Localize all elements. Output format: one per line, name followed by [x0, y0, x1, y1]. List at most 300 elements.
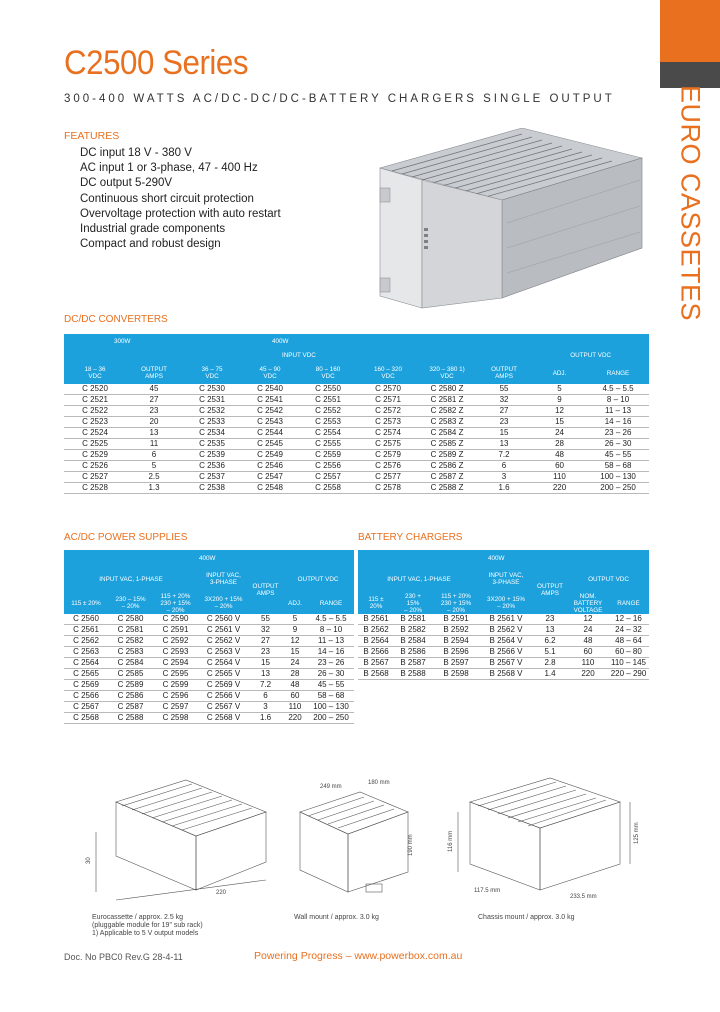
table-cell: C 2577: [358, 472, 418, 483]
table-cell: C 2520: [64, 384, 126, 395]
table-cell: C 2540: [242, 384, 298, 395]
dcdc-group-300: 300W: [64, 334, 182, 348]
table-row: [64, 636, 354, 647]
table-cell: C 2538: [182, 483, 242, 494]
dcdc-col-header: 36 – 75 VDC: [182, 362, 242, 384]
table-cell: C 2534: [182, 428, 242, 439]
table-cell: B 2594: [432, 636, 480, 647]
table-cell: B 2562 V: [480, 625, 532, 636]
table-cell: C 2566: [64, 691, 108, 702]
table-cell: C 2559: [298, 450, 358, 461]
table-cell: C 2529: [64, 450, 126, 461]
table-cell: 58 – 68: [587, 461, 649, 472]
battery-col-header: 3X200 + 15% – 20%: [480, 592, 532, 614]
table-cell: C 2560 V: [198, 614, 249, 625]
table-row: [358, 658, 649, 669]
chassis-mount-caption: Chassis mount / approx. 3.0 kg: [478, 914, 575, 921]
table-cell: C 2568 V: [198, 713, 249, 724]
table-row: [64, 450, 649, 461]
acdc-col-header: 3X200 + 15% – 20%: [198, 592, 249, 614]
table-cell: 6: [126, 450, 182, 461]
table-cell: C 2589: [108, 680, 153, 691]
battery-col-header: 115 ± 20%: [358, 592, 394, 614]
table-cell: C 2583: [108, 647, 153, 658]
table-cell: 23: [476, 417, 532, 428]
feature-item: Industrial grade components: [80, 223, 226, 236]
dcdc-output-label: OUTPUT VDC: [476, 348, 649, 362]
acdc-title: AC/DC POWER SUPPLIES: [64, 532, 188, 543]
table-cell: 27: [126, 395, 182, 406]
table-cell: 2.8: [532, 658, 568, 669]
table-cell: 23: [532, 614, 568, 625]
dcdc-col-header: ADJ.: [532, 362, 587, 384]
table-cell: C 2544: [242, 428, 298, 439]
table-cell: C 2565: [64, 669, 108, 680]
table-cell: C 2582 Z: [418, 406, 476, 417]
table-cell: C 2585 Z: [418, 439, 476, 450]
table-cell: 110: [532, 472, 587, 483]
table-cell: B 2581: [394, 614, 432, 625]
table-cell: C 2593: [153, 647, 198, 658]
table-cell: C 2597: [153, 702, 198, 713]
acdc-amps-label: OUTPUT AMPS: [249, 566, 282, 614]
table-cell: 27: [249, 636, 282, 647]
acdc-input-1ph: INPUT VAC, 1-PHASE: [64, 566, 198, 592]
table-cell: C 2563 V: [198, 647, 249, 658]
dim-wall-2: 180 mm: [368, 780, 390, 786]
table-cell: C 2567: [64, 702, 108, 713]
table-cell: 55: [476, 384, 532, 395]
battery-col-header: 115 + 20% 230 + 15% – 20%: [432, 592, 480, 614]
table-row: [64, 680, 354, 691]
table-row: [64, 669, 354, 680]
table-cell: B 2591: [432, 614, 480, 625]
table-cell: 24: [282, 658, 308, 669]
table-cell: B 2561 V: [480, 614, 532, 625]
table-cell: C 2584: [108, 658, 153, 669]
chassis-mount-drawing: [440, 772, 650, 912]
table-cell: 220: [532, 483, 587, 494]
features-title: FEATURES: [64, 130, 120, 142]
table-cell: 24: [532, 428, 587, 439]
table-cell: C 2599: [153, 680, 198, 691]
battery-col-header: 230 + 15% – 20%: [394, 592, 432, 614]
table-cell: 3: [249, 702, 282, 713]
table-cell: 100 – 130: [587, 472, 649, 483]
feature-item: DC output 5-290V: [80, 177, 173, 190]
table-cell: B 2568 V: [480, 669, 532, 680]
table-cell: C 2568: [64, 713, 108, 724]
eurocassette-drawing: [76, 772, 286, 912]
dcdc-col-header: 80 – 160 VDC: [298, 362, 358, 384]
table-cell: B 2587: [394, 658, 432, 669]
table-cell: C 2564: [64, 658, 108, 669]
table-cell: C 2552: [298, 406, 358, 417]
table-cell: 48: [282, 680, 308, 691]
table-cell: 4.5 – 5.5: [308, 614, 354, 625]
table-cell: 220: [568, 669, 608, 680]
table-cell: B 2596: [432, 647, 480, 658]
table-cell: C 2546: [242, 461, 298, 472]
feature-item: AC input 1 or 3-phase, 47 - 400 Hz: [80, 162, 258, 175]
table-cell: 24 – 32: [608, 625, 649, 636]
table-cell: B 2586: [394, 647, 432, 658]
table-cell: C 2588: [108, 713, 153, 724]
table-cell: 28: [532, 439, 587, 450]
table-cell: C 2594: [153, 658, 198, 669]
table-row: [64, 439, 649, 450]
battery-output-label: OUTPUT VDC: [568, 566, 649, 592]
battery-amps-label: OUTPUT AMPS: [532, 566, 568, 614]
feature-item: Continuous short circuit protection: [80, 192, 254, 205]
table-row: [64, 395, 649, 406]
table-cell: C 2567 V: [198, 702, 249, 713]
table-cell: C 2560: [64, 614, 108, 625]
table-cell: 9: [282, 625, 308, 636]
table-cell: C 2581: [108, 625, 153, 636]
footer-tagline[interactable]: Powering Progress – www.powerbox.com.au: [254, 950, 463, 962]
table-cell: 2.5: [126, 472, 182, 483]
table-cell: 12 – 16: [608, 614, 649, 625]
table-cell: B 2597: [432, 658, 480, 669]
table-cell: C 2587: [108, 702, 153, 713]
acdc-input-3ph: INPUT VAC, 3-PHASE: [198, 566, 249, 592]
table-cell: C 2591: [153, 625, 198, 636]
dcdc-col-header: OUTPUT AMPS: [476, 362, 532, 384]
table-cell: 32: [476, 395, 532, 406]
table-cell: C 2551: [298, 395, 358, 406]
table-cell: 200 – 250: [587, 483, 649, 494]
table-cell: 200 – 250: [308, 713, 354, 724]
table-cell: 12: [282, 636, 308, 647]
table-cell: 6: [249, 691, 282, 702]
table-row: [64, 417, 649, 428]
dcdc-title: DC/DC CONVERTERS: [64, 314, 168, 325]
table-cell: B 2592: [432, 625, 480, 636]
table-cell: B 2568: [358, 669, 394, 680]
table-row: [64, 625, 354, 636]
table-row: [64, 384, 649, 395]
table-cell: C 2556: [298, 461, 358, 472]
table-cell: 13: [249, 669, 282, 680]
table-cell: 15: [282, 647, 308, 658]
battery-col-header: RANGE: [608, 592, 649, 614]
table-cell: 13: [126, 428, 182, 439]
acdc-col-header: 115 + 20% 230 + 15% – 20%: [153, 592, 198, 614]
table-cell: B 2588: [394, 669, 432, 680]
table-row: [358, 647, 649, 658]
dcdc-col-header: 160 – 320 VDC: [358, 362, 418, 384]
table-cell: C 2547: [242, 472, 298, 483]
table-cell: 26 – 30: [308, 669, 354, 680]
table-cell: 110 – 145: [608, 658, 649, 669]
table-cell: C 2545: [242, 439, 298, 450]
table-row: [64, 472, 649, 483]
table-cell: C 2526: [64, 461, 126, 472]
table-cell: 220 – 290: [608, 669, 649, 680]
table-cell: C 2563: [64, 647, 108, 658]
table-cell: C 2582: [108, 636, 153, 647]
table-row: [64, 702, 354, 713]
table-cell: B 2561: [358, 614, 394, 625]
table-cell: C 2537: [182, 472, 242, 483]
table-cell: B 2564: [358, 636, 394, 647]
table-cell: 5: [532, 384, 587, 395]
table-cell: 48 – 64: [608, 636, 649, 647]
table-cell: C 2589 Z: [418, 450, 476, 461]
table-cell: 23: [249, 647, 282, 658]
dim-chassis-1: 116 mm: [448, 830, 454, 852]
dcdc-table: [64, 334, 649, 494]
table-cell: 15: [249, 658, 282, 669]
table-cell: C 2585: [108, 669, 153, 680]
table-cell: B 2584: [394, 636, 432, 647]
table-cell: 27: [476, 406, 532, 417]
table-cell: C 2576: [358, 461, 418, 472]
acdc-col-header: ADJ.: [282, 592, 308, 614]
product-photo: [372, 128, 652, 313]
brand-orange-block: [660, 0, 720, 62]
table-cell: 7.2: [476, 450, 532, 461]
table-cell: 7.2: [249, 680, 282, 691]
table-cell: 23: [126, 406, 182, 417]
table-cell: 1.3: [126, 483, 182, 494]
table-cell: 15: [532, 417, 587, 428]
table-cell: 11 – 13: [308, 636, 354, 647]
side-label-text: EURO CASSETES: [675, 84, 706, 322]
table-cell: C 2592: [153, 636, 198, 647]
table-cell: 48: [532, 450, 587, 461]
table-cell: 8 – 10: [587, 395, 649, 406]
table-cell: 14 – 16: [587, 417, 649, 428]
table-row: [358, 636, 649, 647]
page-title: C2500 Series: [64, 44, 249, 82]
dcdc-col-header: OUTPUT AMPS: [126, 362, 182, 384]
table-cell: 5.1: [532, 647, 568, 658]
table-cell: 1.6: [476, 483, 532, 494]
dcdc-col-header: 18 – 36 VDC: [64, 362, 126, 384]
table-row: [64, 691, 354, 702]
table-cell: 5: [126, 461, 182, 472]
table-cell: C 2533: [182, 417, 242, 428]
table-cell: 11 – 13: [587, 406, 649, 417]
table-cell: 60 – 80: [608, 647, 649, 658]
table-cell: 5: [282, 614, 308, 625]
table-cell: C 2580: [108, 614, 153, 625]
table-row: [64, 713, 354, 724]
acdc-group: 400W: [64, 550, 354, 566]
table-cell: C 2578: [358, 483, 418, 494]
table-cell: 60: [568, 647, 608, 658]
page-subtitle: 300-400 WATTS AC/DC-DC/DC-BATTERY CHARGERS SINGLE OUTPUT: [64, 93, 615, 105]
table-cell: B 2566 V: [480, 647, 532, 658]
table-cell: 6: [476, 461, 532, 472]
table-cell: B 2562: [358, 625, 394, 636]
battery-group: 400W: [358, 550, 649, 566]
table-cell: C 2561 V: [198, 625, 249, 636]
table-row: [358, 614, 649, 625]
table-cell: C 2536: [182, 461, 242, 472]
features-list: [80, 146, 281, 252]
wall-mount-drawing: [290, 772, 415, 912]
table-cell: C 2584 Z: [418, 428, 476, 439]
table-cell: C 2580 Z: [418, 384, 476, 395]
table-cell: 15: [476, 428, 532, 439]
table-cell: 60: [532, 461, 587, 472]
feature-item: DC input 18 V - 380 V: [80, 147, 192, 159]
table-cell: 100 – 130: [308, 702, 354, 713]
table-cell: 28: [282, 669, 308, 680]
table-cell: C 2586: [108, 691, 153, 702]
side-label: [660, 84, 720, 322]
table-cell: B 2567: [358, 658, 394, 669]
table-cell: 13: [532, 625, 568, 636]
table-row: [358, 669, 649, 680]
table-cell: C 2549: [242, 450, 298, 461]
table-row: [64, 658, 354, 669]
table-cell: C 2531: [182, 395, 242, 406]
table-cell: C 2569 V: [198, 680, 249, 691]
table-cell: 55: [249, 614, 282, 625]
table-cell: C 2521: [64, 395, 126, 406]
table-cell: 32: [249, 625, 282, 636]
feature-item: Compact and robust design: [80, 238, 221, 251]
table-cell: 45 – 55: [308, 680, 354, 691]
dim-chassis-3: 117.5 mm: [474, 888, 501, 894]
acdc-output-label: OUTPUT VDC: [282, 566, 354, 592]
table-cell: C 2573: [358, 417, 418, 428]
table-cell: 12: [532, 406, 587, 417]
table-cell: C 2541: [242, 395, 298, 406]
table-cell: C 2525: [64, 439, 126, 450]
table-cell: C 2558: [298, 483, 358, 494]
table-cell: 12: [568, 614, 608, 625]
table-cell: C 2539: [182, 450, 242, 461]
table-row: [64, 406, 649, 417]
table-cell: C 2566 V: [198, 691, 249, 702]
table-cell: C 2587 Z: [418, 472, 476, 483]
table-cell: 23 – 26: [308, 658, 354, 669]
table-cell: C 2572: [358, 406, 418, 417]
dim-wall-3: 190 mm: [408, 834, 414, 856]
table-row: [64, 428, 649, 439]
table-cell: C 2557: [298, 472, 358, 483]
table-cell: C 2569: [64, 680, 108, 691]
dcdc-col-header: RANGE: [587, 362, 649, 384]
table-cell: B 2582: [394, 625, 432, 636]
table-cell: 11: [126, 439, 182, 450]
table-cell: C 2550: [298, 384, 358, 395]
acdc-col-header: 115 ± 20%: [64, 592, 108, 614]
table-cell: 1.4: [532, 669, 568, 680]
table-cell: C 2574: [358, 428, 418, 439]
table-cell: 23 – 26: [587, 428, 649, 439]
dim-wall-1: 249 mm: [320, 784, 342, 790]
table-cell: C 2548: [242, 483, 298, 494]
table-cell: 20: [126, 417, 182, 428]
table-cell: 60: [282, 691, 308, 702]
table-cell: 45: [126, 384, 182, 395]
table-cell: C 2575: [358, 439, 418, 450]
table-cell: C 2555: [298, 439, 358, 450]
table-cell: B 2598: [432, 669, 480, 680]
dcdc-input-label: INPUT VDC: [64, 348, 476, 362]
table-cell: C 2595: [153, 669, 198, 680]
table-cell: 3: [476, 472, 532, 483]
acdc-col-header: RANGE: [308, 592, 354, 614]
table-cell: C 2564 V: [198, 658, 249, 669]
battery-input-3ph: INPUT VAC, 3-PHASE: [480, 566, 532, 592]
table-cell: C 2528: [64, 483, 126, 494]
table-cell: C 2524: [64, 428, 126, 439]
table-cell: C 2581 Z: [418, 395, 476, 406]
battery-title: BATTERY CHARGERS: [358, 532, 463, 543]
table-row: [64, 461, 649, 472]
battery-input-1ph: INPUT VAC, 1-PHASE: [358, 566, 480, 592]
dcdc-col-header: 45 – 90 VDC: [242, 362, 298, 384]
table-row: [64, 614, 354, 625]
table-cell: C 2530: [182, 384, 242, 395]
table-cell: 24: [568, 625, 608, 636]
table-row: [64, 483, 649, 494]
eurocassette-caption: Eurocassette / approx. 2.5 kg (pluggable module for 19" sub rack) 1) Applicable to 5 V output models: [92, 914, 203, 937]
battery-table: [358, 550, 649, 680]
table-cell: C 2527: [64, 472, 126, 483]
table-row: [358, 625, 649, 636]
dcdc-group-400: 400W: [182, 334, 649, 348]
table-cell: C 2532: [182, 406, 242, 417]
table-cell: C 2596: [153, 691, 198, 702]
table-cell: B 2567 V: [480, 658, 532, 669]
table-cell: 1.6: [249, 713, 282, 724]
table-cell: 58 – 68: [308, 691, 354, 702]
table-cell: C 2523: [64, 417, 126, 428]
table-cell: 13: [476, 439, 532, 450]
dim-chassis-2: 125 mm: [634, 822, 640, 844]
table-cell: C 2561: [64, 625, 108, 636]
table-cell: C 2590: [153, 614, 198, 625]
table-cell: 26 – 30: [587, 439, 649, 450]
table-cell: C 2583 Z: [418, 417, 476, 428]
table-cell: C 2562: [64, 636, 108, 647]
battery-col-header: NOM. BATTERY VOLTAGE: [568, 592, 608, 614]
table-cell: 220: [282, 713, 308, 724]
table-cell: 110: [282, 702, 308, 713]
table-cell: C 2598: [153, 713, 198, 724]
table-cell: C 2565 V: [198, 669, 249, 680]
table-cell: C 2571: [358, 395, 418, 406]
table-cell: C 2542: [242, 406, 298, 417]
dim-euro-h: 30: [86, 857, 92, 864]
wall-mount-caption: Wall mount / approx. 3.0 kg: [294, 914, 379, 921]
table-cell: 48: [568, 636, 608, 647]
table-cell: C 2579: [358, 450, 418, 461]
dim-euro-w: 220: [216, 890, 227, 896]
table-cell: 6.2: [532, 636, 568, 647]
table-cell: C 2522: [64, 406, 126, 417]
table-cell: 8 – 10: [308, 625, 354, 636]
dim-chassis-4: 233.5 mm: [570, 894, 597, 900]
table-cell: C 2554: [298, 428, 358, 439]
table-cell: 110: [568, 658, 608, 669]
table-cell: 14 – 16: [308, 647, 354, 658]
table-cell: 4.5 – 5.5: [587, 384, 649, 395]
table-cell: 9: [532, 395, 587, 406]
dcdc-col-header: 320 – 380 1) VDC: [418, 362, 476, 384]
feature-item: Overvoltage protection with auto restart: [80, 207, 281, 220]
table-cell: C 2588 Z: [418, 483, 476, 494]
document-number: Doc. No PBC0 Rev.G 28-4-11: [64, 952, 183, 962]
